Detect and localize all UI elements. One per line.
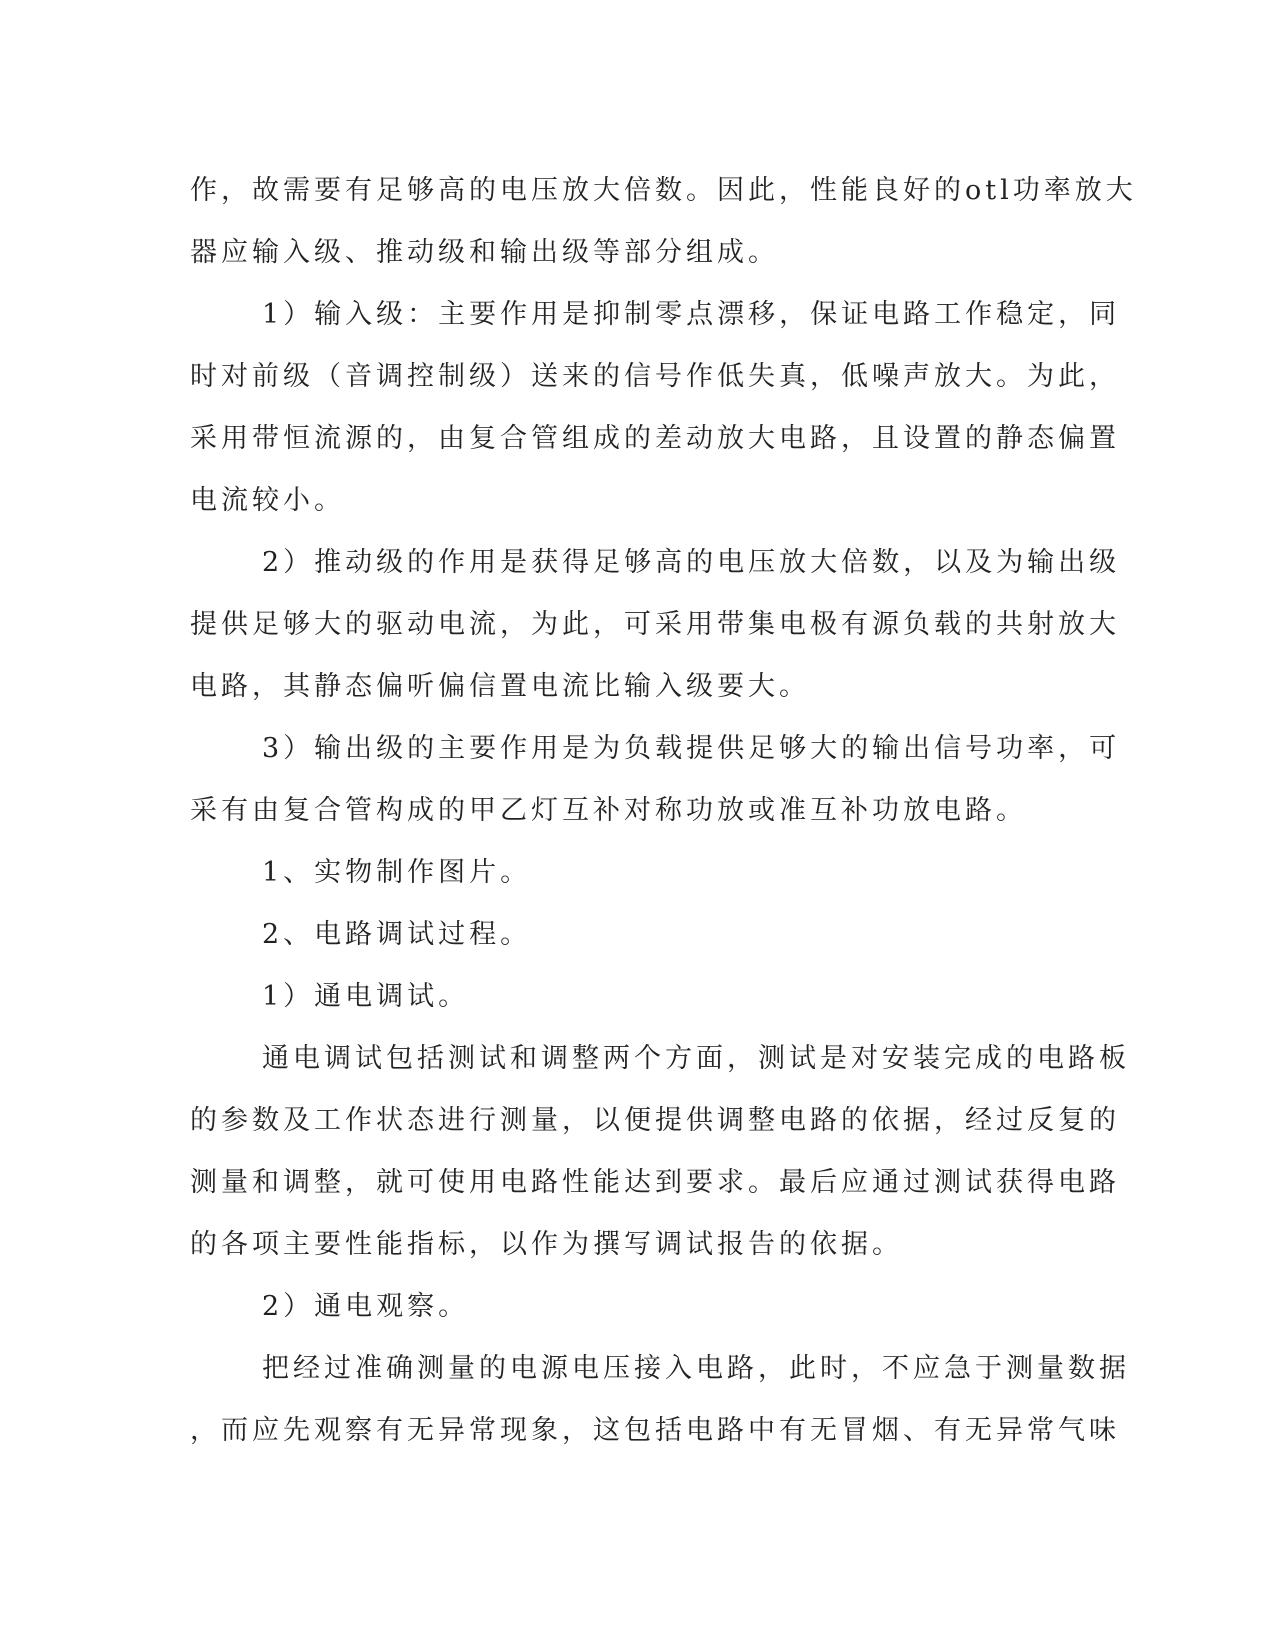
text-line: 1、实物制作图片。 bbox=[262, 857, 532, 888]
document-body bbox=[190, 160, 1137, 1462]
text-line: 通电调试包括测试和调整两个方面，测试是对安装完成的电路板 bbox=[262, 1043, 1130, 1074]
text-line: 2、电路调试过程。 bbox=[262, 919, 532, 950]
text-line: 采用带恒流源的，由复合管组成的差动放大电路，且设置的静态偏置 bbox=[190, 423, 1120, 454]
text-line: 采有由复合管构成的甲乙灯互补对称功放或准互补功放电路。 bbox=[190, 795, 1027, 826]
text-line: ，而应先观察有无异常现象，这包括电路中有无冒烟、有无异常气味 bbox=[190, 1415, 1120, 1446]
text-line: 电路，其静态偏听偏信置电流比输入级要大。 bbox=[190, 671, 810, 702]
text-line: 作，故需要有足够高的电压放大倍数。因此，性能良好的otl功率放大 bbox=[190, 175, 1137, 206]
text-line: 的参数及工作状态进行测量，以便提供调整电路的依据，经过反复的 bbox=[190, 1105, 1120, 1136]
text-line: 测量和调整，就可使用电路性能达到要求。最后应通过测试获得电路 bbox=[190, 1167, 1120, 1198]
text-line: 3）输出级的主要作用是为负载提供足够大的输出信号功率，可 bbox=[262, 733, 1121, 764]
text-line: 1）通电调试。 bbox=[262, 981, 470, 1012]
text-line: 电流较小。 bbox=[190, 485, 345, 516]
text-line: 2）通电观察。 bbox=[262, 1291, 470, 1322]
text-line: 器应输入级、推动级和输出级等部分组成。 bbox=[190, 237, 779, 268]
text-line: 1）输入级：主要作用是抑制零点漂移，保证电路工作稳定，同 bbox=[262, 299, 1121, 330]
text-line: 2）推动级的作用是获得足够高的电压放大倍数，以及为输出级 bbox=[262, 547, 1121, 578]
text-line: 提供足够大的驱动电流，为此，可采用带集电极有源负载的共射放大 bbox=[190, 609, 1120, 640]
text-line: 把经过准确测量的电源电压接入电路，此时，不应急于测量数据 bbox=[262, 1353, 1130, 1384]
text-line: 时对前级（音调控制级）送来的信号作低失真，低噪声放大。为此， bbox=[190, 361, 1120, 392]
text-line: 的各项主要性能指标，以作为撰写调试报告的依据。 bbox=[190, 1229, 903, 1260]
